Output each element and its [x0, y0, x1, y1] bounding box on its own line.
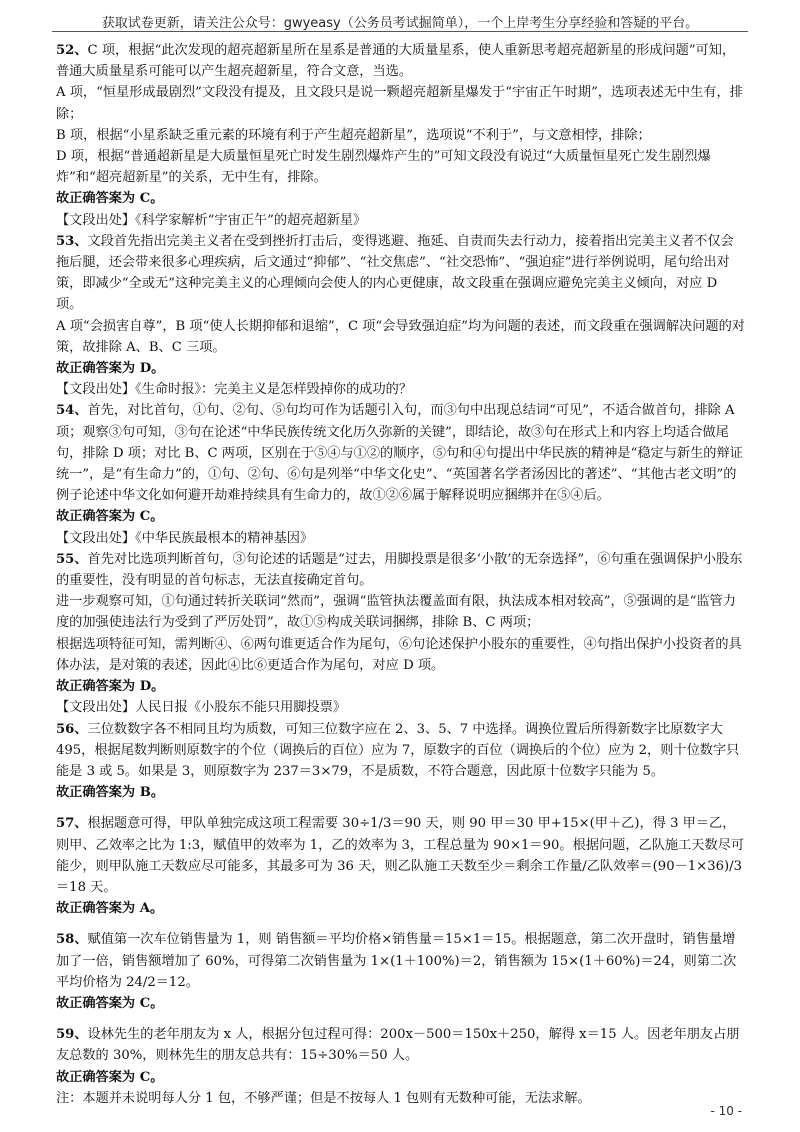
question-number: 57、 [56, 816, 88, 832]
question-number: 52、 [56, 43, 88, 58]
answer-text: 故正确答案为 B。 [56, 785, 165, 801]
paragraph-text: 设林先生的老年朋友为 x 人，根据分包过程可得：200x－500＝150x＋250，解得 x＝15 人。因老年朋友占朋友总数的 30%，则林先生的朋友总共有：15÷30%＝50 人。 [56, 1027, 740, 1064]
explanation-paragraph [56, 82, 746, 124]
explanation-paragraph [56, 379, 746, 400]
paragraph-text: 首先，对比首句，①句、②句、⑤句均可作为话题引入句，而③句中出现总结词“可见”，不适合做首句，排除 A 项；观察③句可知，③句在论述“中华民族传统文化历久弥新的关键”，即结论，故③句在形式上和内容上均适合做尾句，排除 D 项；对比 B、C 两项，区别在于⑤④与①②的顺序，⑤句和④句提出中华民族的精神是“稳定与新生的辩证统一”，是“有生命力”的，①句、②句、⑥句是列举“中华文化史”、“英国著名学者汤因比的著述”、“其他古老文明”的例子论述中华文化如何避开劫难持续具有生命力的，故①②⑥属于解释说明应捆绑并在⑤④后。 [56, 403, 743, 504]
paragraph-text: B 项，根据“小星系缺乏重元素的环境有利于产生超亮超新星”，选项说“不利于”，与文意相悖，排除； [56, 127, 651, 143]
explanation-paragraph [56, 316, 746, 358]
page-number: - 10 - [710, 1104, 742, 1118]
paragraph-text: 【文段出处】《中华民族最根本的精神基因》 [56, 530, 314, 546]
question-number: 56、 [56, 721, 88, 737]
paragraph-text: 进一步观察可知，①句通过转折关联词“然而”，强调“监管执法覆盖面有限，执法成本相对较高”，⑤强调的是“监管力度的加强使违法行为受到了严厉处罚”，故①⑤构成关联词捆绑，排除 B、C 两项； [56, 594, 736, 631]
paragraph-text: C 项，根据“此次发现的超亮超新星所在星系是普通的大质量星系，使人重新思考超亮超新星的形成问题”可知，普通大质量星系可能可以产生超亮超新星，符合文意，当选。 [56, 43, 736, 80]
answer-line [56, 506, 746, 527]
question-explanation [56, 400, 746, 506]
answer-line [56, 676, 746, 697]
question-explanation [56, 40, 746, 82]
answer-line [56, 358, 746, 379]
answer-explanations [56, 40, 746, 1109]
header-divider [52, 31, 748, 32]
explanation-paragraph [56, 591, 746, 633]
answer-text: 故正确答案为 D。 [56, 679, 165, 695]
answer-line [56, 898, 746, 919]
explanation-paragraph [56, 1088, 746, 1109]
paragraph-text: 【文段出处】人民日报《小股东不能只用脚投票》 [56, 700, 347, 716]
question-number: 58、 [56, 932, 88, 948]
answer-line [56, 782, 746, 803]
question-explanation [56, 231, 746, 316]
question-explanation [56, 929, 746, 993]
answer-text: 故正确答案为 C。 [56, 191, 164, 207]
answer-text: 故正确答案为 C。 [56, 1069, 164, 1085]
explanation-paragraph [56, 697, 746, 718]
explanation-paragraph [56, 210, 746, 231]
answer-text: 故正确答案为 D。 [56, 361, 165, 377]
question-number: 54、 [56, 403, 88, 419]
answer-line [56, 1067, 746, 1088]
paragraph-text: 三位数数字各不相同且均为质数，可知三位数字应在 2、3、5、7 中选择。调换位置后所得新数字比原数字大 495，根据尾数判断则原数字的个位（调换后的百位）应为 7，原数字的百位（调换后的个位）应为 2，则十位数字只能是 3 或 5。如果是 3，则原数字为 237＝3×79，不是质数，不符合题意，因此原十位数字只能为 5。 [56, 721, 740, 779]
paragraph-text: 【文段出处】《生命时报》：完美主义是怎样毁掉你的成功的？ [56, 382, 413, 398]
page-header: 获取试卷更新，请关注公众号：gwyeasy（公务员考试掘简单），一个上岸考生分享经验和答疑的平台。 [101, 16, 699, 31]
answer-text: 故正确答案为 A。 [56, 901, 164, 917]
paragraph-text: A 项“会损害自尊”，B 项“使人长期抑郁和退缩”，C 项“会导致强迫症”均为问题的表述，而文段重在强调解决问题的对策，故排除 A、B、C 三项。 [56, 318, 745, 355]
question-explanation [56, 719, 746, 783]
answer-line [56, 188, 746, 209]
question-number: 53、 [56, 233, 88, 249]
question-explanation [56, 813, 746, 898]
answer-text: 故正确答案为 C。 [56, 995, 164, 1011]
paragraph-text: D 项，根据“普通超新星是大质量恒星死亡时发生剧烈爆炸产生的”可知文段没有说过“大质量恒星死亡发生剧烈爆炸”和“超亮超新星”的关系，无中生有，排除。 [56, 149, 711, 186]
question-explanation [56, 549, 746, 591]
question-number: 59、 [56, 1027, 88, 1043]
question-number: 55、 [56, 551, 88, 567]
explanation-paragraph [56, 528, 746, 549]
paragraph-text: 赋值第一次车位销售量为 1，则 销售额＝平均价格×销售量＝15×1＝15。根据题意，第二次开盘时，销售量增加了一倍，销售额增加了 60%，可得第二次销售量为 1×(1＋100%)＝2，销售额为 15×(1＋60%)＝24，则第二次平均价格为 24/2＝12。 [56, 932, 737, 990]
paragraph-text: 注：本题并未说明每人分 1 包，不够严谨；但是不按每人 1 包则有无数种可能，无法求解。 [56, 1090, 591, 1106]
answer-line [56, 993, 746, 1014]
explanation-paragraph [56, 634, 746, 676]
answer-text: 故正确答案为 C。 [56, 509, 164, 525]
paragraph-text: 【文段出处】《科学家解析“宇宙正午”的超亮超新星》 [56, 212, 367, 228]
paragraph-text: 首先对比选项判断首句，③句论述的话题是“过去，用脚投票是很多‘小散’的无奈选择”，⑥句重在强调保护小股东的重要性，没有明显的首句标志，无法直接确定首句。 [56, 551, 743, 589]
explanation-paragraph [56, 125, 746, 146]
question-explanation [56, 1024, 746, 1066]
paragraph-text: 文段首先指出完美主义者在受到挫折打击后，变得逃避、拖延、自责而失去行动力，接着指出完美主义者不仅会拖后腿，还会带来很多心理疾病，后文通过“抑郁”、“社交焦虑”、“社交恐怖”、“强迫症”进行举例说明，尾句给出对策，即减少“全或无”这种完美主义的心理倾向会使人的内心更健康，故文段重在强调应避免完美主义倾向，对应 D 项。 [56, 233, 734, 313]
paragraph-text: 根据选项特征可知，需判断④、⑥两句谁更适合作为尾句，⑥句论述保护小股东的重要性，④句指出保护小投资者的具体办法，是对策的表述，因此④比⑥更适合作为尾句，对应 D 项。 [56, 636, 742, 673]
explanation-paragraph [56, 146, 746, 188]
paragraph-text: A 项，“恒星形成最剧烈”文段没有提及，且文段只是说一颗超亮超新星爆发于“宇宙正午时期”，选项表述无中生有，排除； [56, 85, 743, 122]
paragraph-text: 根据题意可得，甲队单独完成这项工程需要 30÷1/3＝90 天，则 90 甲＝30 甲+15×(甲＋乙)，得 3 甲＝乙，则甲、乙效率之比为 1:3，赋值甲的效率为 1，乙的效率为 3，工程总量为 90×1＝90。根据问题，乙队施工天数尽可能少，则甲队施工天数应尽可能多，其最多可为 36 天，则乙队施工天数至少＝剩余工作量/乙队效率＝(90－1×36)/3＝18 天。 [56, 816, 745, 895]
